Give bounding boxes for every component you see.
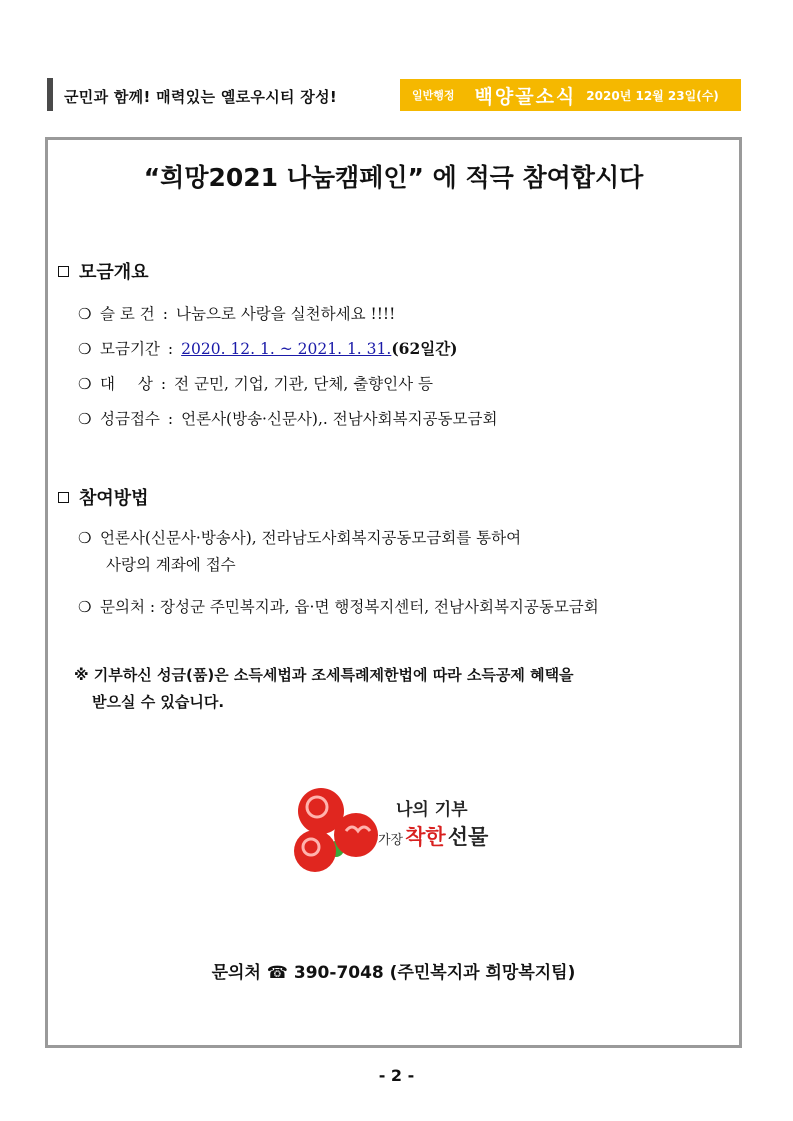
participation-row-1	[78, 526, 521, 548]
overview-row-reception	[78, 407, 497, 429]
tax-note	[74, 662, 574, 716]
row-value: 나눔으로 사랑을 실천하세요 !!!!	[176, 305, 396, 323]
page-title: “희망2021 나눔캠페인” 에 적극 참여합시다	[143, 163, 644, 192]
row-value: 전 군민, 기업, 기관, 단체, 출향인사 등	[174, 375, 434, 393]
overview-row-period	[78, 337, 458, 359]
content-box	[45, 137, 742, 1048]
row-label: 모금기간	[100, 340, 160, 358]
row-label: 성금접수	[100, 410, 160, 428]
row-label: 대 상	[100, 375, 153, 393]
participation-row-2	[78, 595, 599, 617]
checkbox-square-icon	[58, 492, 69, 503]
donation-logo	[288, 785, 518, 885]
section-heading-overview: 모금개요	[58, 258, 149, 284]
row-value-period: 2020. 12. 1. ~ 2021. 1. 31.	[181, 340, 392, 358]
badge-category: 일반행정	[412, 89, 455, 102]
row-separator: :	[162, 305, 169, 323]
logo-line1: 나의 기부	[396, 800, 468, 820]
page-number: - 2 -	[378, 1066, 415, 1085]
row-value: 언론사(방송·신문사),. 전남사회복지공동모금회	[181, 410, 498, 428]
circle-bullet-icon: ❍	[78, 529, 92, 547]
header-slogan: 군민과 함께! 매력있는 옐로우시티 장성!	[64, 88, 338, 106]
row-separator: :	[160, 375, 167, 393]
row-text: 사랑의 계좌에 접수	[106, 556, 236, 574]
badge-newsletter-name: 백양골소식	[474, 85, 577, 108]
tax-note-line2: 받으실 수 있습니다.	[92, 693, 225, 711]
circle-bullet-icon: ❍	[78, 340, 92, 358]
circle-bullet-icon: ❍	[78, 598, 92, 616]
circle-bullet-icon: ❍	[78, 410, 92, 428]
row-value-days: (62일간)	[391, 339, 458, 358]
badge-date: 2020년 12월 23일(수)	[586, 88, 719, 103]
contact-info: 문의처 ☎ 390-7048 (주민복지과 희망복지팀)	[211, 963, 576, 983]
header-accent-bar	[47, 78, 53, 111]
newsletter-badge	[400, 79, 741, 111]
row-label: 슬 로 건	[100, 305, 155, 323]
tax-note-line1: ※ 기부하신 성금(품)은 소득세법과 조세특례제한법에 따라 소득공제 혜택을	[74, 666, 574, 684]
overview-row-target	[78, 372, 433, 394]
section-heading-participation: 참여방법	[58, 484, 149, 510]
circle-bullet-icon: ❍	[78, 375, 92, 393]
logo-line2: 가장 착한 선물	[378, 824, 489, 849]
circle-bullet-icon: ❍	[78, 305, 92, 323]
checkbox-square-icon	[58, 266, 69, 277]
row-separator: :	[167, 410, 174, 428]
row-text: 문의처 : 장성군 주민복지과, 읍·면 행정복지센터, 전남사회복지공동모금회	[100, 598, 599, 616]
overview-row-slogan	[78, 302, 395, 324]
row-text: 언론사(신문사·방송사), 전라남도사회복지공동모금회를 통하여	[100, 529, 522, 547]
row-separator: :	[167, 340, 174, 358]
participation-row-1-cont	[106, 553, 236, 575]
